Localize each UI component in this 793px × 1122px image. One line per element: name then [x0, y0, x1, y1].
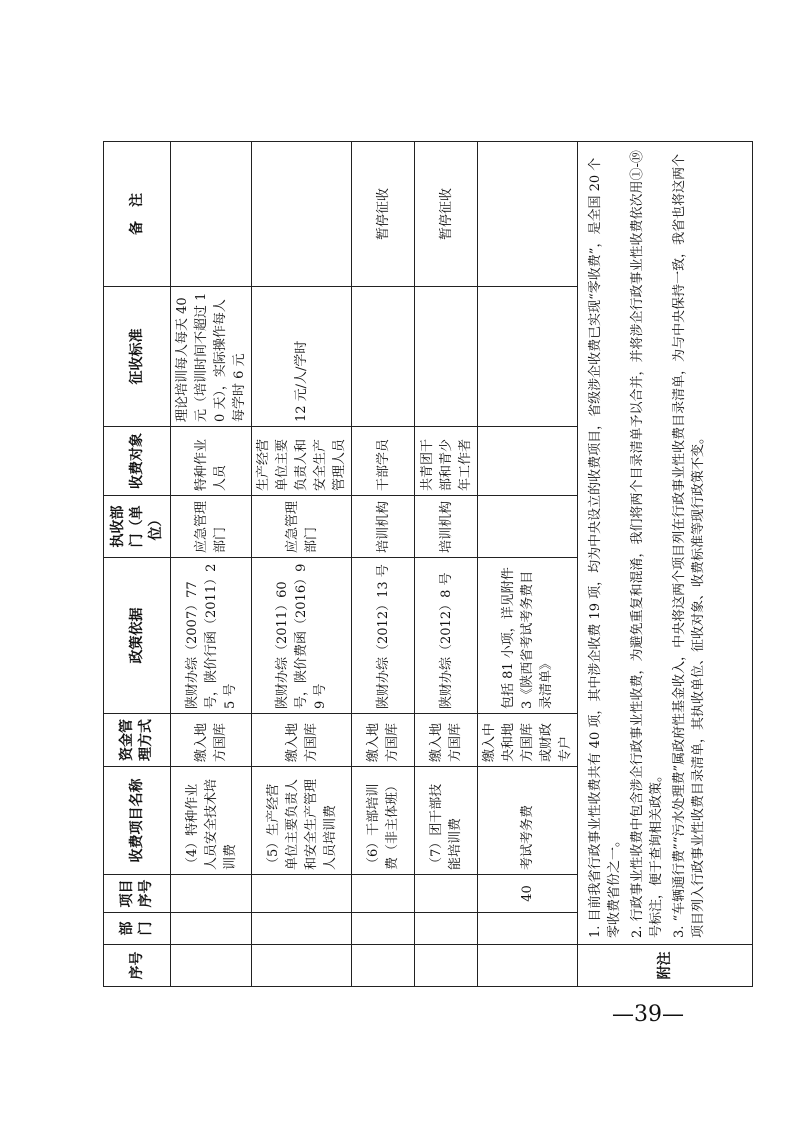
cell-fund-mgmt: 缴入中央和地方国库或财政专户	[478, 714, 578, 767]
cell-seq	[252, 945, 352, 987]
notes-row	[578, 142, 753, 987]
cell-standard: 12 元/人/学时	[252, 287, 352, 427]
cell-fund-mgmt: 缴入地方国库	[352, 714, 415, 767]
table-row	[352, 142, 415, 987]
cell-fund-mgmt: 缴入地方国库	[252, 714, 352, 767]
cell-remark	[478, 142, 578, 287]
cell-remark	[252, 142, 352, 287]
cell-item-seq	[352, 875, 415, 913]
cell-target: 共青团干部和青少年工作者	[415, 427, 478, 496]
cell-policy: 陕财办综（2007）77 号，陕价行函（2011）25 号	[171, 558, 252, 714]
cell-item-name: （5）生产经营单位主要负责人和安全生产管理人员培训费	[252, 767, 352, 875]
notes-body	[578, 142, 753, 945]
cell-fund-mgmt: 缴入地方国库	[415, 714, 478, 767]
table-row	[252, 142, 352, 987]
header-item-seq: 项目序号	[104, 875, 171, 913]
header-fund-mgmt: 资金管理方式	[104, 714, 171, 767]
page-number: —39—	[612, 1002, 684, 1027]
header-dept: 部门	[104, 913, 171, 945]
note-item: 1. 目前我省行政事业性收费共有 40 项，其中涉企收费 19 项，均为中央设立的收费项目，省级涉企收费已实现“零收费”，是全国 20 个零收费省份之一。	[588, 157, 622, 938]
cell-item-name: （4）特种作业人员安全技术培训费	[171, 767, 252, 875]
cell-remark: 暂停征收	[415, 142, 478, 287]
cell-item-seq	[252, 875, 352, 913]
cell-policy: 陕财办综（2012）8 号	[415, 558, 478, 714]
cell-target: 生产经营单位主要负责人和安全生产管理人员	[252, 427, 352, 496]
cell-policy: 包括 81 小项，详见附件 3《陕西省考试考务费目录清单》	[478, 558, 578, 714]
header-policy: 政策依据	[104, 558, 171, 714]
cell-policy: 陕财办综（2012）13 号	[352, 558, 415, 714]
cell-target: 干部学员	[352, 427, 415, 496]
cell-dept	[252, 913, 352, 945]
cell-item-seq	[171, 875, 252, 913]
cell-item-seq	[415, 875, 478, 913]
cell-target	[478, 427, 578, 496]
cell-exec-dept: 培训机构	[352, 496, 415, 558]
header-target: 收费对象	[104, 427, 171, 496]
cell-item-name: 考试考务费	[478, 767, 578, 875]
header-standard: 征收标准	[104, 287, 171, 427]
cell-fund-mgmt: 缴入地方国库	[171, 714, 252, 767]
cell-standard	[478, 287, 578, 427]
cell-dept	[352, 913, 415, 945]
cell-remark	[171, 142, 252, 287]
header-item-name: 收费项目名称	[104, 767, 171, 875]
cell-exec-dept	[478, 496, 578, 558]
cell-seq	[478, 945, 578, 987]
fee-catalog-table	[103, 141, 753, 987]
fee-table-container	[103, 142, 706, 987]
cell-dept	[415, 913, 478, 945]
header-exec-dept: 执收部门（单位）	[104, 496, 171, 558]
cell-exec-dept: 应急管理部门	[252, 496, 352, 558]
cell-standard	[352, 287, 415, 427]
cell-exec-dept: 培训机构	[415, 496, 478, 558]
table-header-row	[104, 142, 171, 987]
cell-standard	[415, 287, 478, 427]
table-row	[171, 142, 252, 987]
cell-dept	[171, 913, 252, 945]
cell-seq	[352, 945, 415, 987]
cell-exec-dept: 应急管理部门	[171, 496, 252, 558]
cell-dept	[478, 913, 578, 945]
cell-remark: 暂停征收	[352, 142, 415, 287]
cell-item-seq: 40	[478, 875, 578, 913]
rotated-table-page	[103, 142, 706, 987]
header-seq: 序号	[104, 945, 171, 987]
cell-item-name: （7）团干部技能培训费	[415, 767, 478, 875]
cell-seq	[415, 945, 478, 987]
header-remark: 备 注	[104, 142, 171, 287]
note-item: 2. 行政事业性收费中包含涉企行政事业性收费，为避免重复和混淆，我们将两个目录清单予以合并，并将涉企行政事业性收费依次用①-⑲号标注，便于查询相关政策。	[630, 150, 664, 938]
table-row	[478, 142, 578, 987]
cell-policy: 陕财办综（2011）60 号，陕价费函（2016）99 号	[252, 558, 352, 714]
table-row	[415, 142, 478, 987]
cell-seq	[171, 945, 252, 987]
cell-item-name: （6）干部培训费（非主体班）	[352, 767, 415, 875]
cell-standard: 理论培训每人每天 40 元（培训时间不超过 10 天），实际操作每人每学时 6 元	[171, 287, 252, 427]
cell-target: 特种作业人员	[171, 427, 252, 496]
note-item: 3. “车辆通行费”“污水处理费”属政府性基金收入，中央将这两个项目列在行政事业性收费目录清单，为与中央保持一致，我省也将这两个项目列入行政事业性收费目录清单，其执收单位、征收对象、收费标准等现行政策不变。	[672, 153, 706, 938]
notes-label: 附注	[578, 945, 753, 987]
